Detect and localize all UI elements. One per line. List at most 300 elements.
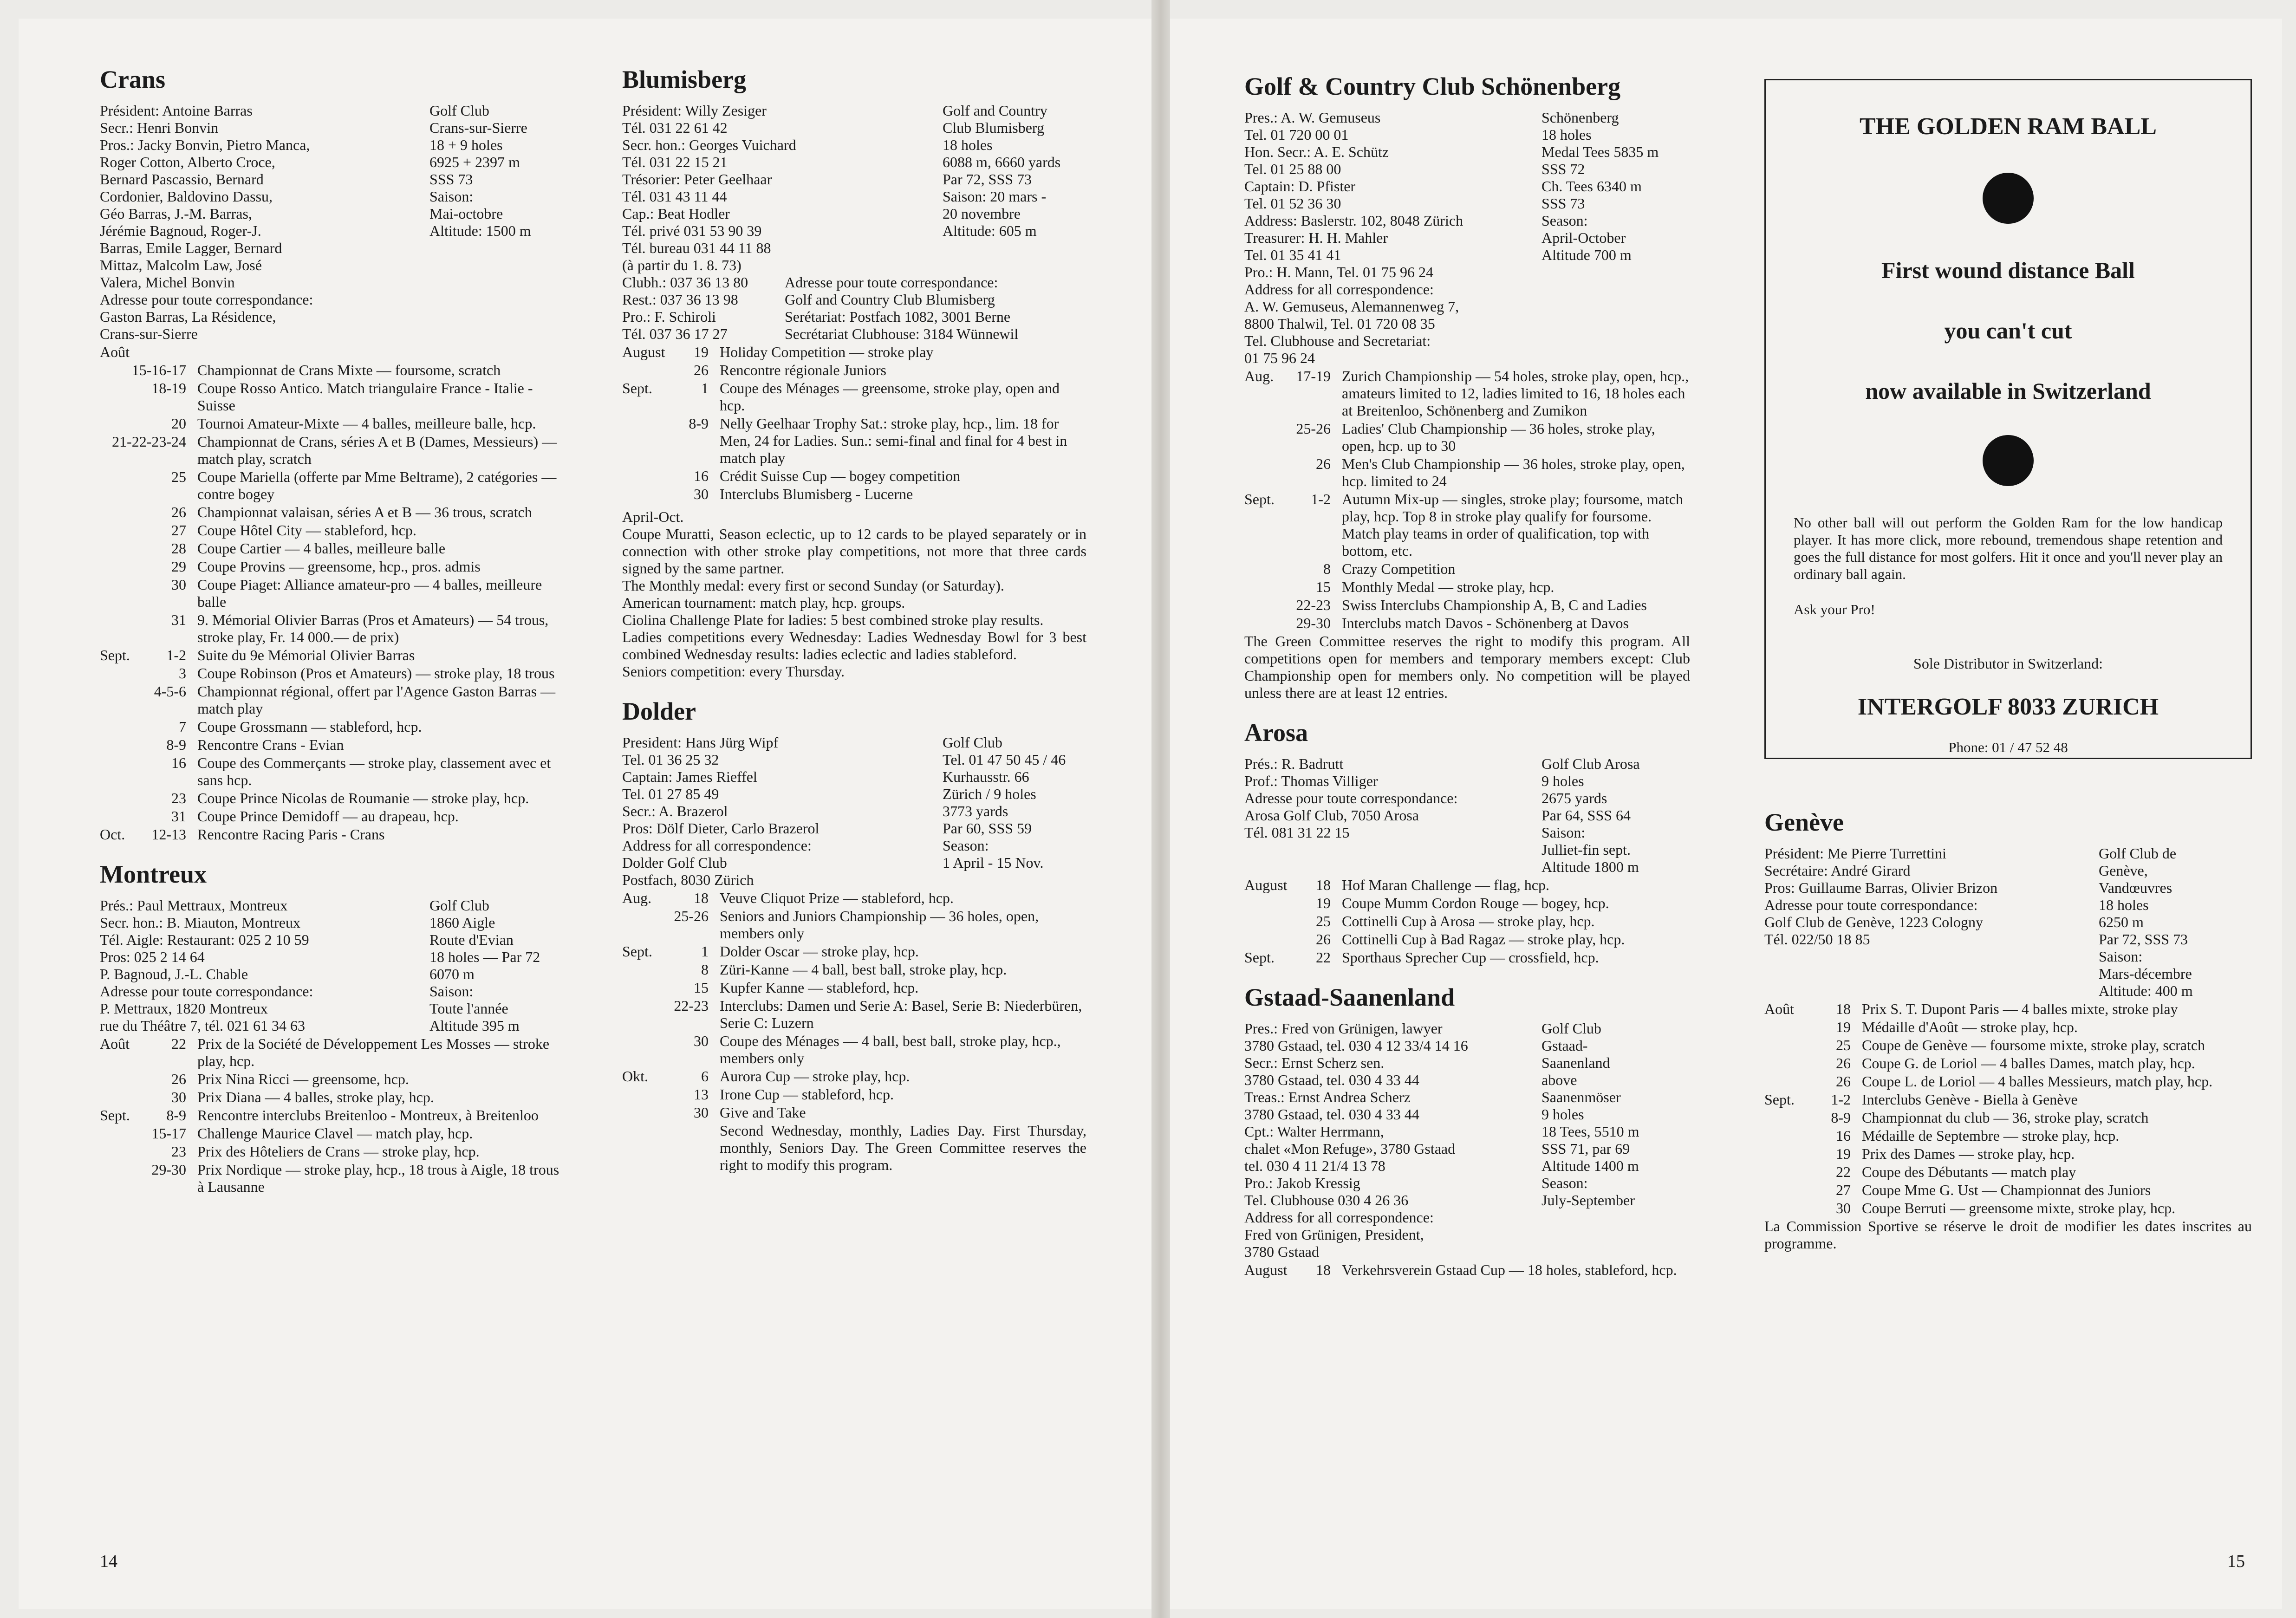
event-text: Coupe des Débutants — match play [1862, 1163, 2076, 1180]
event-row [622, 1104, 1086, 1121]
event-list [1244, 1261, 1690, 1279]
text-line: Mai-octobre [429, 205, 503, 222]
event-date [1764, 1182, 1862, 1199]
event-date [622, 943, 720, 960]
event-date [622, 961, 720, 978]
text-line: Golf Club [429, 102, 489, 119]
text-line: Tél. bureau 031 44 11 88 [622, 240, 771, 256]
text-line: Tel. Clubhouse 030 4 26 36 [1244, 1192, 1409, 1209]
event-date [622, 1033, 720, 1067]
event-text: Coupe des Commerçants — stroke play, classement avec et sans hcp. [197, 754, 551, 788]
event-day: 25 [171, 468, 186, 485]
event-month: Août [1764, 1001, 1794, 1017]
text-line: Crans-sur-Sierre [429, 119, 527, 136]
text-line: 18 + 9 holes [429, 136, 503, 153]
event-date [100, 576, 197, 611]
text-line: 3780 Gstaad, tel. 030 4 33 44 [1244, 1106, 1419, 1123]
event-day: 1-2 [166, 647, 186, 663]
event-day: 1 [701, 943, 709, 960]
event-text: Championnat de Crans Mixte — foursome, scratch [197, 362, 501, 378]
event-row [622, 1068, 1086, 1085]
event-day: 13 [694, 1086, 709, 1103]
event-row [1244, 895, 1690, 912]
event-day: 29-30 [1296, 615, 1331, 631]
event-day: 1 [701, 380, 709, 396]
event-date [100, 362, 197, 379]
event-date [100, 683, 197, 717]
event-text: Kupfer Kanne — stableford, hcp. [720, 979, 919, 996]
text-line: Tel. 01 27 85 49 [622, 786, 719, 802]
event-date [100, 754, 197, 789]
event-date [1244, 877, 1342, 894]
text-line: July-September [1542, 1192, 1635, 1209]
event-date [100, 1143, 197, 1160]
event-text: Hof Maran Challenge — flag, hcp. [1342, 877, 1549, 893]
event-text: Prix S. T. Dupont Paris — 4 balles mixte, stroke play [1862, 1001, 2178, 1017]
left-column-1 [100, 65, 569, 1212]
text-line: Par 60, SSS 59 [943, 820, 1032, 837]
text-line: Par 72, SSS 73 [943, 171, 1032, 188]
info-left [622, 102, 929, 274]
event-date [1764, 1019, 1862, 1036]
text-line: Ladies competitions every Wednesday: Ladies Wednesday Bowl for 3 best combined Wednesday results: ladies eclectic and ladies stableford. [622, 629, 1086, 663]
event-text: Crédit Suisse Cup — bogey competition [720, 468, 961, 484]
text-line: Saanenland [1542, 1054, 1610, 1071]
text-line: Club Blumisberg [943, 119, 1044, 136]
event-date [622, 1086, 720, 1103]
event-day: 25 [1836, 1037, 1851, 1053]
event-text: Coupe Robinson (Pros et Amateurs) — stroke play, 18 trous [197, 665, 555, 682]
text-line: 6088 m, 6660 yards [943, 154, 1061, 170]
event-text: Tournoi Amateur-Mixte — 4 balles, meilleure balle, hcp. [197, 415, 536, 432]
text-line: Address for all correspondence: [1244, 1209, 1434, 1226]
event-day: 15-17 [151, 1125, 186, 1142]
event-list [1244, 877, 1690, 966]
section-title: Crans [100, 65, 166, 93]
event-row [100, 647, 569, 664]
club-info [100, 897, 569, 1034]
event-date [100, 1125, 197, 1142]
event-text: Coupe Grossmann — stableford, hcp. [197, 718, 422, 735]
text-line: Secr.: Ernst Scherz sen. [1244, 1054, 1385, 1071]
text-line: Kurhausstr. 66 [943, 768, 1029, 785]
event-month: Aug. [1244, 368, 1274, 384]
event-text: Coupe Piaget: Alliance amateur-pro — 4 balles, meilleure balle [197, 576, 542, 610]
contact-left: Clubh.: 037 36 13 80 [622, 274, 748, 291]
text-line: tel. 030 4 11 21/4 13 78 [1244, 1157, 1385, 1174]
event-text: Prix des Dames — stroke play, hcp. [1862, 1145, 2075, 1162]
event-text: Dolder Oscar — stroke play, hcp. [720, 943, 919, 960]
event-text: Verkehrsverein Gstaad Cup — 18 holes, stableford, hcp. [1342, 1261, 1677, 1278]
event-row [100, 1089, 569, 1106]
event-text: Médaille de Septembre — stroke play, hcp. [1862, 1127, 2120, 1144]
contact-right: Secrétariat Clubhouse: 3184 Wünnewil [785, 325, 1019, 342]
event-row [100, 433, 569, 468]
event-date [100, 540, 197, 557]
text-line: Cpt.: Walter Herrmann, [1244, 1123, 1384, 1140]
event-text: Rencontre régionale Juniors [720, 362, 886, 378]
event-row [1764, 1037, 2252, 1054]
text-line: now available in Switzerland [1865, 378, 2151, 404]
event-text: Nelly Geelhaar Trophy Sat.: stroke play, hcp., lim. 18 for Men, 24 for Ladies. Sun.: semi-final and final for 4 best in match play [720, 415, 1067, 466]
event-day: 8-9 [166, 1107, 186, 1124]
text-line: Altitude 1400 m [1542, 1157, 1639, 1174]
text-line: Toute l'année [429, 1000, 508, 1017]
event-day: 12-13 [151, 826, 186, 843]
event-day: 25-26 [674, 908, 709, 924]
event-text: Rencontre Racing Paris - Crans [197, 826, 385, 843]
event-row [1244, 368, 1690, 419]
section-title: Montreux [100, 860, 207, 888]
event-date [100, 415, 197, 432]
text-line: Jérémie Bagnoud, Roger-J. [100, 222, 261, 239]
text-line: 3780 Gstaad, tel. 030 4 33 44 [1244, 1072, 1419, 1088]
event-row [100, 558, 569, 575]
event-date [1764, 1037, 1862, 1054]
event-day: 29-30 [151, 1161, 186, 1178]
text-line: Altitude 1800 m [1542, 858, 1639, 875]
event-date [100, 736, 197, 754]
text-line: Secr. hon.: B. Miauton, Montreux [100, 914, 300, 931]
text-line: Postfach, 8030 Zürich [622, 871, 754, 888]
event-day: 16 [694, 468, 709, 484]
event-date [100, 808, 197, 825]
event-row [622, 1033, 1086, 1067]
event-row [100, 736, 569, 754]
event-text: Swiss Interclubs Championship A, B, C and Ladies [1342, 597, 1647, 613]
text-line: (à partir du 1. 8. 73) [622, 257, 741, 273]
info-left [100, 102, 416, 343]
event-text: Interclubs: Damen und Serie A: Basel, Serie B: Niederbüren, Serie C: Luzern [720, 997, 1082, 1031]
text-line: Saanenmöser [1542, 1089, 1621, 1105]
text-line: Tél. privé 031 53 90 39 [622, 222, 762, 239]
text-line: Adresse pour toute correspondance: [100, 983, 313, 1000]
info-right [943, 734, 1086, 889]
event-list [622, 344, 1086, 503]
event-row [1764, 1073, 2252, 1090]
event-day: 29 [171, 558, 186, 575]
event-text [197, 344, 569, 361]
text-line: Hon. Secr.: A. E. Schütz [1244, 143, 1389, 160]
text-line: Coupe Muratti, Season eclectic, up to 12 cards to be played separately or in connection with other stroke play competitions, not more that three cards signed by the same partner. [622, 526, 1086, 577]
event-day: 3 [179, 665, 186, 682]
text-line: 1 April - 15 Nov. [943, 854, 1044, 871]
event-row [100, 415, 569, 432]
event-list [1764, 1001, 2252, 1217]
info-right [1542, 109, 1690, 367]
event-day: 25 [1316, 913, 1331, 929]
text-line: Altitude: 1500 m [429, 222, 531, 239]
event-date [100, 1035, 197, 1070]
event-day: 16 [171, 754, 186, 771]
event-day: 18 [694, 890, 709, 906]
text-line: Valera, Michel Bonvin [100, 274, 235, 291]
text-line: Golf and Country [943, 102, 1047, 119]
ad-distributor-label: Sole Distributor in Switzerland: [1913, 655, 2103, 672]
event-day: 30 [171, 576, 186, 593]
text-line: SSS 71, par 69 [1542, 1140, 1630, 1157]
text-line: Captain: James Rieffel [622, 768, 757, 785]
event-date [100, 522, 197, 539]
event-day: 19 [1316, 895, 1331, 911]
event-date [1244, 597, 1342, 614]
text-line: Bernard Pascassio, Bernard [100, 171, 264, 188]
event-day: 30 [694, 1033, 709, 1049]
event-day: 31 [171, 808, 186, 825]
event-row [1244, 420, 1690, 455]
event-text: Crazy Competition [1342, 560, 1456, 577]
event-text: Coupe Berruti — greensome mixte, stroke play, hcp. [1862, 1200, 2176, 1216]
event-row [622, 943, 1086, 960]
event-day: 26 [1836, 1055, 1851, 1072]
text-line: Roger Cotton, Alberto Croce, [100, 154, 275, 170]
event-text: Monthly Medal — stroke play, hcp. [1342, 578, 1555, 595]
event-row [1764, 1091, 2252, 1108]
event-date [1244, 578, 1342, 596]
text-line: Président: Willy Zesiger [622, 102, 767, 119]
event-list [622, 890, 1086, 1121]
text-line: Fred von Grünigen, President, [1244, 1226, 1424, 1243]
text-line: Tél. 022/50 18 85 [1764, 931, 1870, 948]
event-date [622, 362, 720, 379]
event-text: Interclubs Genève - Biella à Genève [1862, 1091, 2078, 1108]
text-line: American tournament: match play, hcp. groups. [622, 594, 905, 611]
event-date [1764, 1109, 1862, 1126]
event-text: 9. Mémorial Olivier Barras (Pros et Amateurs) — 54 trous, stroke play, Fr. 14 000.— de prix) [197, 611, 549, 645]
event-day: 22-23 [1296, 597, 1331, 613]
event-row [1764, 1163, 2252, 1181]
info-left [622, 734, 929, 889]
club-info [100, 102, 569, 343]
text-line: Gaston Barras, La Résidence, [100, 308, 276, 325]
text-line: 3780 Gstaad [1244, 1243, 1319, 1260]
event-day: 8-9 [166, 736, 186, 753]
text-line: Tél. Aigle: Restaurant: 025 2 10 59 [100, 931, 309, 948]
event-row [1764, 1145, 2252, 1163]
event-text: Rencontre Crans - Evian [197, 736, 344, 753]
event-date [1244, 615, 1342, 632]
text-line: Address: Baslerstr. 102, 8048 Zürich [1244, 212, 1463, 229]
text-line: Altitude: 400 m [2099, 982, 2193, 999]
contact-left: Tél. 037 36 17 27 [622, 325, 728, 342]
event-list [1244, 368, 1690, 632]
event-row [100, 754, 569, 789]
event-text: Coupe des Ménages — 4 ball, best ball, stroke play, hcp., members only [720, 1033, 1061, 1066]
text-line: Golf Club [429, 897, 489, 914]
text-line: Season: [943, 837, 989, 854]
text-line: 8800 Thalwil, Tel. 01 720 08 35 [1244, 315, 1435, 332]
event-day: 4-5-6 [154, 683, 186, 700]
text-line: Tel. 01 720 00 01 [1244, 126, 1349, 143]
event-month: Aug. [622, 890, 652, 906]
info-left [100, 897, 416, 1034]
text-line: Golf Club de Genève, 1223 Cologny [1764, 914, 1984, 930]
section-title: Blumisberg [622, 65, 747, 93]
text-line: 01 75 96 24 [1244, 350, 1315, 366]
event-text: Autumn Mix-up — singles, stroke play; foursome, match play, hcp. Top 8 in stroke play qualify for foursome. Match play teams in order of qualification, top with bottom, etc. [1342, 491, 1684, 559]
text-line: P. Bagnoud, J.-L. Chable [100, 966, 248, 982]
text-line: Altitude: 605 m [943, 222, 1037, 239]
info-left [1764, 845, 2085, 1000]
golden-ram-advertisement [1764, 79, 2252, 759]
event-month: August [1244, 1261, 1288, 1278]
event-row [1244, 931, 1690, 948]
event-day: 19 [694, 344, 709, 360]
event-row [100, 826, 569, 843]
event-month: Août [100, 344, 130, 360]
text-line: Secr. hon.: Georges Vuichard [622, 136, 796, 153]
info-right [1542, 1020, 1690, 1261]
event-day: 19 [1836, 1145, 1851, 1162]
event-month: Sept. [100, 1107, 130, 1124]
text-line: Tel. 01 36 25 32 [622, 751, 719, 768]
event-row [622, 961, 1086, 978]
club-blumisberg [622, 65, 1086, 680]
ad-ask: Ask your Pro! [1794, 601, 1875, 617]
text-line: Mars-décembre [2099, 965, 2192, 982]
event-date [1244, 913, 1342, 930]
right-page [1170, 19, 2282, 1609]
text-line: Altitude 700 m [1542, 247, 1632, 263]
event-month: Sept. [622, 943, 652, 960]
text-line: Season: [1542, 212, 1588, 229]
text-line: Secrétaire: André Girard [1764, 862, 1911, 879]
info-right [1542, 755, 1690, 876]
event-day: 26 [1316, 931, 1331, 948]
event-row [100, 540, 569, 557]
book-gutter [1151, 0, 1170, 1618]
event-list [100, 1035, 569, 1196]
text-line: Prof.: Thomas Villiger [1244, 773, 1378, 789]
event-date [100, 380, 197, 414]
event-text: Championnat valaisan, séries A et B — 36 trous, scratch [197, 504, 532, 520]
contact-row [622, 308, 1086, 325]
contact-row [622, 291, 1086, 308]
info-right [943, 102, 1086, 274]
ad-title: THE GOLDEN RAM BALL [1860, 113, 2157, 140]
contact-left: Rest.: 037 36 13 98 [622, 291, 738, 308]
event-text: Prix Nordique — stroke play, hcp., 18 trous à Aigle, 18 trous à Lausanne [197, 1161, 559, 1195]
event-text: Irone Cup — stableford, hcp. [720, 1086, 894, 1103]
section-title: Golf & Country Club Schönenberg [1244, 72, 1621, 100]
event-day: 19 [1836, 1019, 1851, 1035]
event-day: 26 [171, 1071, 186, 1087]
text-line: Prés.: Paul Mettraux, Montreux [100, 897, 288, 914]
event-day: 30 [694, 1104, 709, 1121]
event-row [1764, 1200, 2252, 1217]
event-text: Médaille d'Août — stroke play, hcp. [1862, 1019, 2078, 1035]
event-day: 30 [171, 1089, 186, 1105]
event-row [622, 344, 1086, 361]
event-date [622, 908, 720, 942]
event-day: 20 [171, 415, 186, 432]
info-right [2099, 845, 2252, 1000]
event-text: Rencontre interclubs Breitenloo - Montreux, à Breitenloo [197, 1107, 539, 1124]
event-row [100, 1035, 569, 1070]
text-line: Mittaz, Malcolm Law, José [100, 257, 262, 273]
text-line: Medal Tees 5835 m [1542, 143, 1659, 160]
event-text: Challenge Maurice Clavel — match play, hcp. [197, 1125, 473, 1142]
event-row [622, 380, 1086, 414]
text-line: Tel. 01 47 50 45 / 46 [943, 751, 1066, 768]
event-text: Coupe des Ménages — greensome, stroke play, open and hcp. [720, 380, 1060, 414]
text-line: Golf Club Arosa [1542, 755, 1640, 772]
event-day: 21-22-23-24 [112, 433, 186, 450]
event-text: Prix de la Société de Développement Les Mosses — stroke play, hcp. [197, 1035, 550, 1069]
event-text: Championnat régional, offert par l'Agence Gaston Barras — match play [197, 683, 556, 717]
contact-block [622, 274, 1086, 343]
event-day: 26 [171, 504, 186, 520]
event-day: 31 [171, 611, 186, 628]
event-month: August [1244, 877, 1288, 893]
text-line: Tél. 031 22 61 42 [622, 119, 728, 136]
event-day: 26 [694, 362, 709, 378]
text-line: Golf Club de [2099, 845, 2177, 862]
event-text: Men's Club Championship — 36 holes, stroke play, open, hcp. limited to 24 [1342, 455, 1685, 489]
text-line: Golf Club [943, 734, 1002, 751]
event-row [100, 1071, 569, 1088]
event-day: 18 [1316, 877, 1331, 893]
event-date [622, 415, 720, 467]
event-day: 25-26 [1296, 420, 1331, 437]
event-day: 27 [171, 522, 186, 539]
event-text: Seniors and Juniors Championship — 36 holes, open, members only [720, 908, 1039, 942]
event-text: Coupe Mumm Cordon Rouge — bogey, hcp. [1342, 895, 1609, 911]
golf-ball-icon [1983, 435, 2034, 486]
contact-left: Pro.: F. Schiroli [622, 308, 716, 325]
text-line: Tel. Clubhouse and Secretariat: [1244, 332, 1431, 349]
event-row [622, 1086, 1086, 1103]
text-line: Saison: [1542, 824, 1586, 841]
event-day: 6 [701, 1068, 709, 1085]
event-day: 18-19 [151, 380, 186, 396]
text-line: above [1542, 1072, 1577, 1088]
text-line: Cordonier, Baldovino Dassu, [100, 188, 273, 205]
event-row [100, 1143, 569, 1160]
event-text: Prix Diana — 4 balles, stroke play, hcp. [197, 1089, 434, 1105]
text-line: Adresse pour toute correspondance: [1244, 790, 1458, 806]
event-row [1764, 1055, 2252, 1072]
event-date [1764, 1073, 1862, 1090]
text-line: 1860 Aigle [429, 914, 495, 931]
event-text: Zurich Championship — 54 holes, stroke play, open, hcp., amateurs limited to 12, ladies limited to 16, 18 holes each at Breitenloo, Schönenberg and Zumikon [1342, 368, 1689, 419]
event-row [1244, 597, 1690, 614]
golf-ball-icon [1983, 173, 2034, 224]
text-line: Schönenberg [1542, 109, 1619, 126]
notes: La Commission Sportive se réserve le droit de modifier les dates inscrites au programme. [1764, 1218, 2252, 1252]
left-column-2 [622, 65, 1086, 1190]
section-title: Arosa [1244, 719, 1308, 747]
event-day: 16 [1836, 1127, 1851, 1144]
text-line: Vandœuvres [2099, 879, 2172, 896]
event-text: Coupe Hôtel City — stableford, hcp. [197, 522, 416, 539]
event-row [622, 979, 1086, 996]
event-text: Suite du 9e Mémorial Olivier Barras [197, 647, 415, 663]
event-day: 8-9 [1831, 1109, 1851, 1126]
event-text: Ladies' Club Championship — 36 holes, stroke play, open, hcp. up to 30 [1342, 420, 1655, 454]
event-text: Coupe G. de Loriol — 4 balles Dames, match play, hcp. [1862, 1055, 2195, 1072]
text-line: SSS 73 [1542, 195, 1585, 212]
event-row [622, 890, 1086, 907]
event-day: 22 [1316, 949, 1331, 966]
text-line: Pros: Guillaume Barras, Olivier Brizon [1764, 879, 1998, 896]
text-line: Cap.: Beat Hodler [622, 205, 730, 222]
event-row [1764, 1182, 2252, 1199]
event-date [100, 504, 197, 521]
club-info [622, 102, 1086, 274]
text-line: Ch. Tees 6340 m [1542, 178, 1642, 195]
ad-phone: Phone: 01 / 47 52 48 [1948, 739, 2068, 755]
